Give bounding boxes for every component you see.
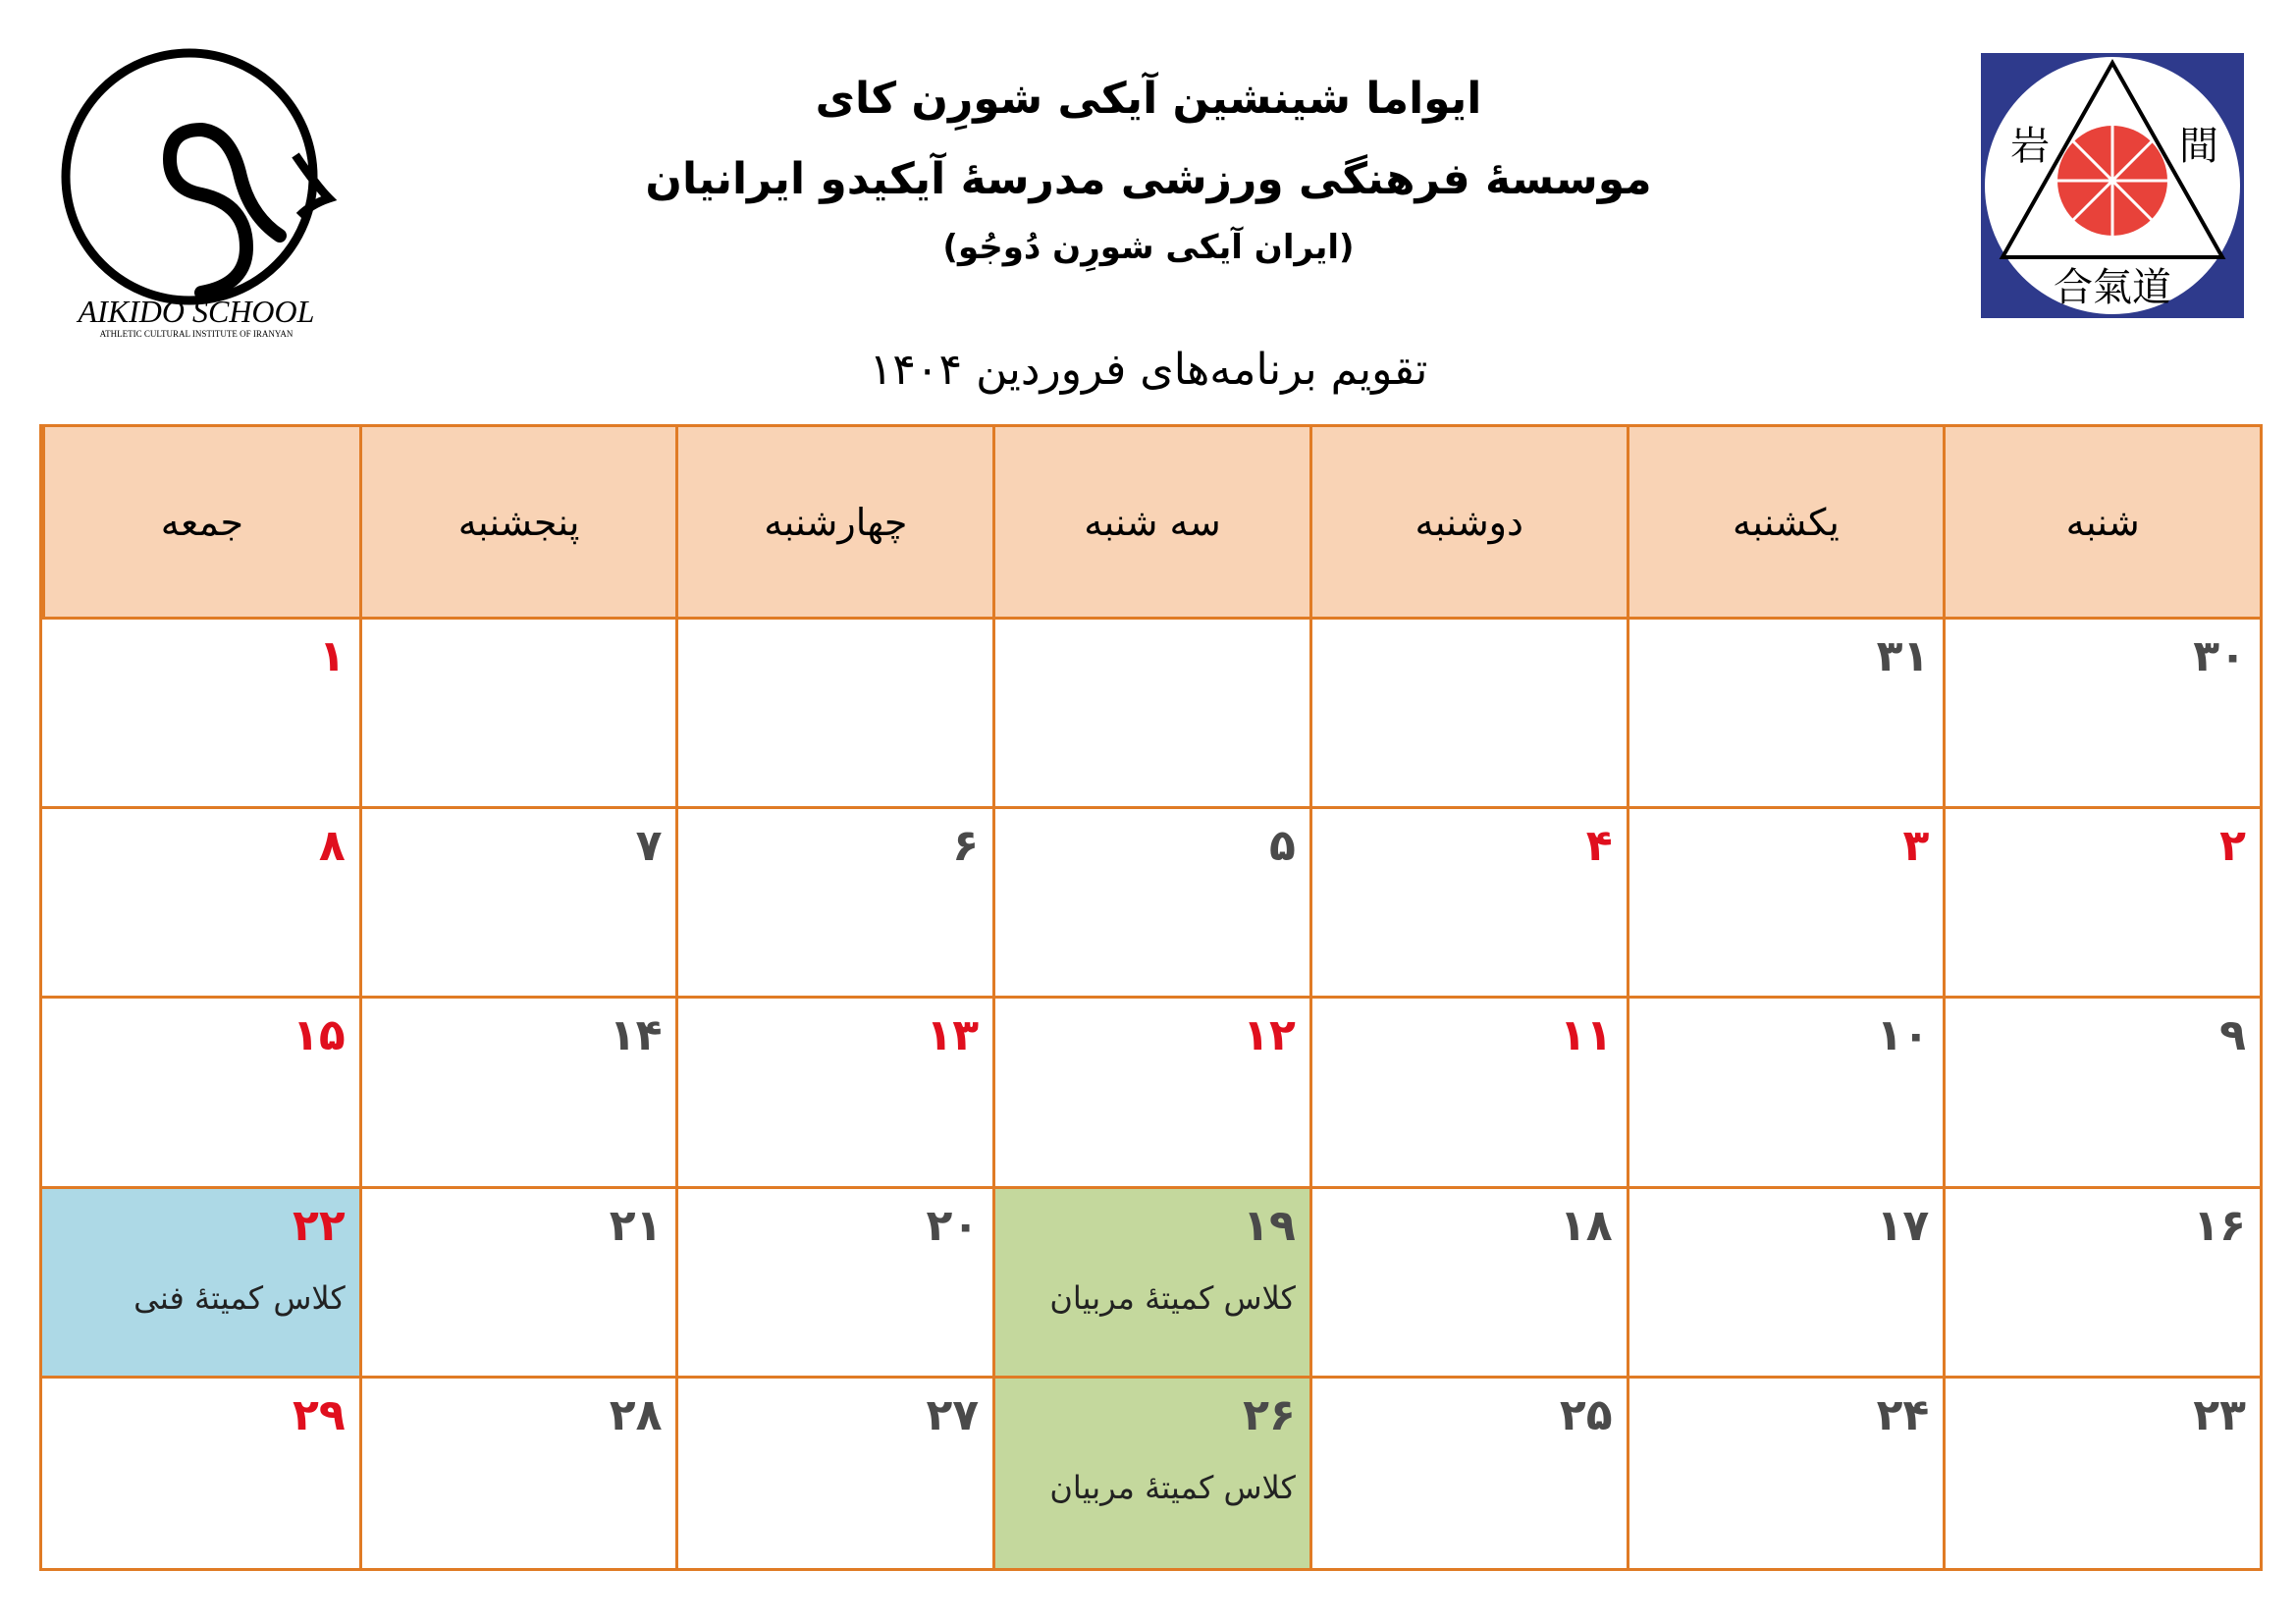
- holiday-day-number: ۱۱: [1559, 1010, 1613, 1061]
- logo-right-char-left: 岩: [2010, 124, 2050, 169]
- day-cell[interactable]: [675, 620, 992, 809]
- day-cell[interactable]: [1309, 1189, 1627, 1379]
- holiday-day-number: ۲۲: [293, 1200, 346, 1251]
- day-number: ۲۰: [926, 1200, 980, 1251]
- day-cell[interactable]: [992, 1379, 1309, 1568]
- institute-name: موسسهٔ فرهنگی ورزشی مدرسهٔ آیکیدو ایرانیان: [645, 154, 1652, 204]
- aikido-school-emblem-icon: [66, 53, 329, 300]
- holiday-day-number: ۸: [318, 821, 346, 872]
- day-number: ۶: [952, 821, 980, 872]
- day-number: ۲۱: [609, 1200, 663, 1251]
- weekday-header: چهارشنبه: [675, 427, 992, 620]
- aikido-school-logo: [54, 39, 339, 344]
- day-cell[interactable]: [42, 1379, 359, 1568]
- holiday-day-number: ۱: [318, 631, 346, 681]
- day-number: ۵: [1269, 821, 1296, 872]
- day-cell[interactable]: [992, 1189, 1309, 1379]
- holiday-day-number: ۳: [1902, 821, 1930, 872]
- holiday-day-number: ۱۵: [293, 1010, 346, 1061]
- day-number: ۳۱: [1876, 631, 1930, 681]
- page-header: [0, 0, 2296, 412]
- title-block: [510, 69, 1787, 271]
- day-cell[interactable]: [675, 1379, 992, 1568]
- day-number: ۱۶: [2193, 1200, 2246, 1251]
- day-cell[interactable]: [675, 809, 992, 999]
- weekday-header: شنبه: [1943, 427, 2260, 620]
- day-number: ۹: [2219, 1010, 2246, 1061]
- day-cell[interactable]: [1943, 1189, 2260, 1379]
- weekday-header: پنجشنبه: [359, 427, 676, 620]
- day-cell[interactable]: [1309, 809, 1627, 999]
- day-cell[interactable]: [42, 809, 359, 999]
- calendar-grid: [39, 424, 2263, 1571]
- day-cell[interactable]: [359, 809, 676, 999]
- day-cell[interactable]: [1309, 999, 1627, 1188]
- day-cell[interactable]: [1627, 809, 1944, 999]
- holiday-day-number: ۱۲: [1243, 1010, 1296, 1061]
- holiday-day-number: ۴: [1585, 821, 1613, 872]
- day-cell[interactable]: [1627, 1379, 1944, 1568]
- day-cell[interactable]: [1309, 620, 1627, 809]
- logo-right-char-right: 間: [2179, 124, 2218, 169]
- event-label: کلاس کمیتهٔ مربیان: [1049, 1468, 1296, 1506]
- day-number: ۲۶: [1243, 1389, 1296, 1440]
- day-number: ۱۷: [1876, 1200, 1930, 1251]
- day-cell[interactable]: [1943, 1379, 2260, 1568]
- day-cell[interactable]: [1943, 809, 2260, 999]
- day-number: ۲۷: [926, 1389, 980, 1440]
- weekday-header: جمعه: [42, 427, 359, 620]
- day-cell[interactable]: [359, 1379, 676, 1568]
- event-label: کلاس کمیتهٔ فنی: [133, 1278, 346, 1317]
- day-cell[interactable]: [675, 1189, 992, 1379]
- holiday-day-number: ۱۳: [926, 1010, 980, 1061]
- day-number: ۲۵: [1559, 1389, 1613, 1440]
- day-number: ۱۸: [1559, 1200, 1613, 1251]
- day-number: ۱۹: [1243, 1200, 1296, 1251]
- day-cell[interactable]: [1943, 620, 2260, 809]
- weekday-header: سه شنبه: [992, 427, 1309, 620]
- day-cell[interactable]: [42, 1189, 359, 1379]
- day-number: ۲۸: [609, 1389, 663, 1440]
- day-cell[interactable]: [359, 1189, 676, 1379]
- day-cell[interactable]: [359, 999, 676, 1188]
- holiday-day-number: ۲: [2219, 821, 2246, 872]
- school-name: ایواما شینشین آیکی شورِن کای: [815, 74, 1482, 124]
- logo-left-subtitle: ATHLETIC CULTURAL INSTITUTE OF IRANYAN: [99, 329, 294, 339]
- day-cell[interactable]: [1943, 999, 2260, 1188]
- logo-right-chars-bottom: 合氣道: [2054, 265, 2171, 310]
- day-number: ۱۰: [1876, 1010, 1930, 1061]
- day-cell[interactable]: [1627, 620, 1944, 809]
- day-number: ۲۴: [1876, 1389, 1930, 1440]
- day-cell[interactable]: [42, 999, 359, 1188]
- logo-left-name: AIKIDO SCHOOL: [78, 294, 315, 329]
- event-label: کلاس کمیتهٔ مربیان: [1049, 1278, 1296, 1317]
- day-cell[interactable]: [42, 620, 359, 809]
- weekday-header: یکشنبه: [1627, 427, 1944, 620]
- day-cell[interactable]: [675, 999, 992, 1188]
- holiday-day-number: ۲۹: [293, 1389, 346, 1440]
- day-number: ۳۰: [2193, 631, 2246, 681]
- iwama-aikido-logo: [1981, 53, 2244, 318]
- dojo-name: (ایران آیکی شورِن دُوجُو): [942, 228, 1355, 267]
- day-cell[interactable]: [992, 999, 1309, 1188]
- day-cell[interactable]: [1309, 1379, 1627, 1568]
- day-number: ۱۴: [609, 1010, 663, 1061]
- day-number: ۲۳: [2193, 1389, 2246, 1440]
- day-cell[interactable]: [992, 620, 1309, 809]
- day-cell[interactable]: [1627, 1189, 1944, 1379]
- day-number: ۷: [635, 821, 663, 872]
- day-cell[interactable]: [359, 620, 676, 809]
- weekday-header: دوشنبه: [1309, 427, 1627, 620]
- day-cell[interactable]: [1627, 999, 1944, 1188]
- day-cell[interactable]: [992, 809, 1309, 999]
- calendar-title: تقویم برنامه‌های فروردین ۱۴۰۴: [869, 345, 1428, 395]
